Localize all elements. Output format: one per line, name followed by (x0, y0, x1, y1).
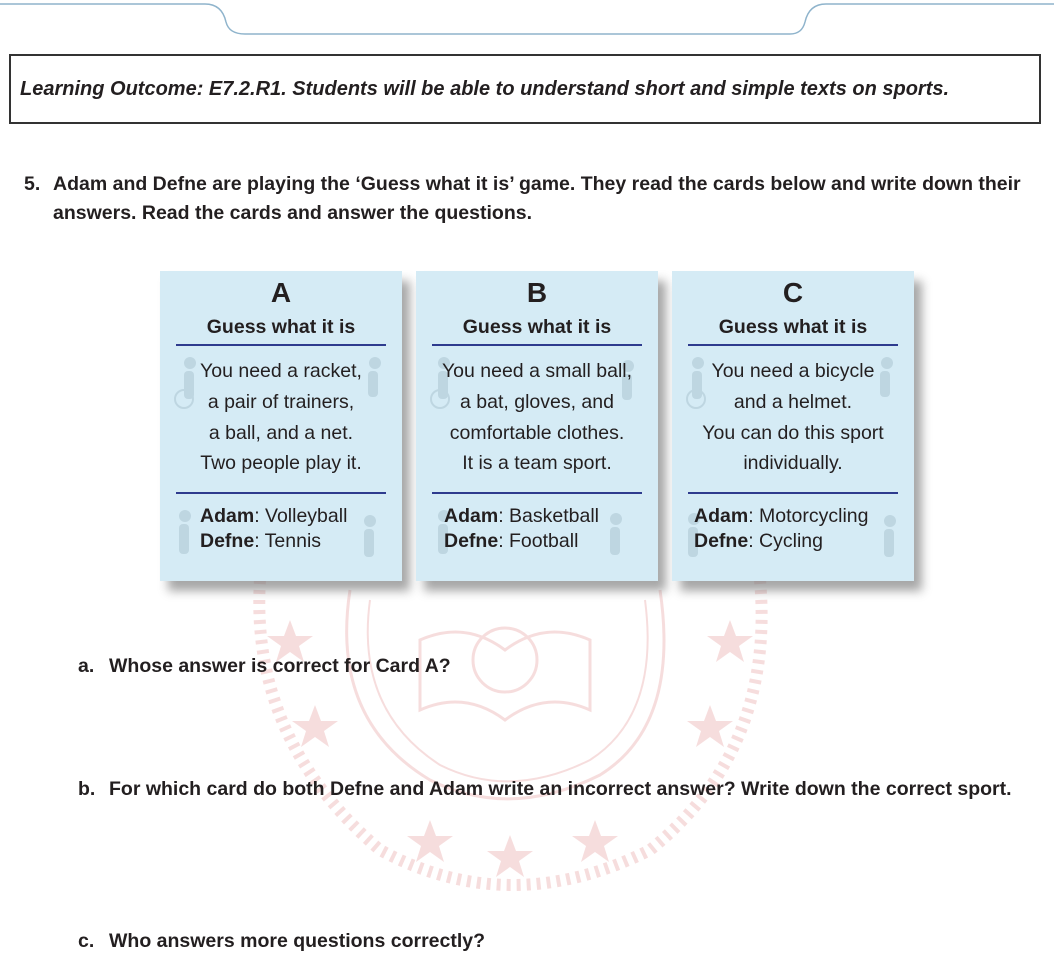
clue-line: comfortable clothes. (449, 421, 625, 444)
card-c-letter: C (782, 277, 804, 308)
defne-answer (444, 529, 599, 554)
clue-line: It is a team sport. (462, 452, 612, 475)
card-b-answers (444, 504, 599, 554)
divider (688, 344, 898, 346)
sub-question-text: Who answers more questions correctly? (109, 930, 486, 952)
card-b-title: Guess what it is (462, 316, 612, 338)
defne-label: Defne (444, 530, 499, 552)
divider (432, 492, 642, 494)
card-a-clue (164, 356, 398, 479)
defne-label: Defne (200, 530, 255, 552)
defne-label: Defne (694, 530, 749, 552)
defne-answer (200, 529, 347, 554)
defne-answer (694, 529, 868, 554)
card-b (416, 271, 658, 581)
clue-line: You need a small ball, (441, 360, 633, 382)
card-b-clue (420, 356, 654, 479)
sub-question-a (78, 652, 1018, 681)
header-tab-decoration (0, 0, 1054, 40)
card-c-title: Guess what it is (718, 316, 868, 338)
adam-label: Adam (444, 505, 499, 527)
clue-line: a bat, gloves, and (460, 390, 614, 413)
divider (176, 344, 386, 346)
clue-line: a ball, and a net. (208, 421, 354, 444)
clue-line: Two people play it. (200, 452, 362, 475)
defne-answer-value: : Cycling (748, 530, 823, 552)
defne-answer-value: : Tennis (254, 530, 322, 552)
card-a-letter: A (270, 277, 292, 308)
clue-line: You need a bicycle (711, 360, 875, 382)
adam-label: Adam (200, 505, 255, 527)
sub-question-label: b. (78, 778, 96, 800)
sub-question-b (78, 775, 1028, 804)
adam-answer-value: : Volleyball (254, 505, 348, 527)
card-c (672, 271, 914, 581)
learning-outcome-box (9, 54, 1041, 124)
sub-question-c (78, 927, 1018, 956)
adam-answer (694, 504, 868, 529)
divider (688, 492, 898, 494)
clue-line: individually. (743, 452, 843, 475)
divider (432, 344, 642, 346)
card-c-clue (676, 356, 910, 479)
card-a (160, 271, 402, 581)
sub-question-text: For which card do both Defne and Adam write an incorrect answer? Write down the correct sport. (109, 778, 1012, 800)
sub-question-text: Whose answer is correct for Card A? (109, 655, 451, 677)
adam-answer (444, 504, 599, 529)
learning-outcome-text: Learning Outcome: E7.2.R1. Students will be able to understand short and simple texts on sports. (20, 77, 950, 100)
clue-line: You need a racket, (200, 360, 362, 382)
clue-line: a pair of trainers, (207, 390, 355, 413)
question-text: Adam and Defne are playing the ‘Guess what it is’ game. They read the cards below and write down their answers. Read the cards and answer the questions. (53, 173, 1021, 224)
clue-line: and a helmet. (733, 390, 853, 413)
adam-answer-value: : Basketball (498, 505, 599, 527)
adam-answer (200, 504, 347, 529)
sub-question-label: c. (78, 930, 95, 952)
card-b-letter: B (526, 277, 548, 308)
card-a-answers (200, 504, 347, 554)
divider (176, 492, 386, 494)
adam-label: Adam (694, 505, 749, 527)
card-c-answers (694, 504, 868, 554)
sub-question-label: a. (78, 655, 95, 677)
question-number: 5. (24, 173, 41, 195)
clue-line: You can do this sport (702, 421, 884, 444)
card-a-title: Guess what it is (206, 316, 356, 338)
adam-answer-value: : Motorcycling (748, 505, 869, 527)
question-5 (24, 170, 1039, 228)
defne-answer-value: : Football (498, 530, 579, 552)
